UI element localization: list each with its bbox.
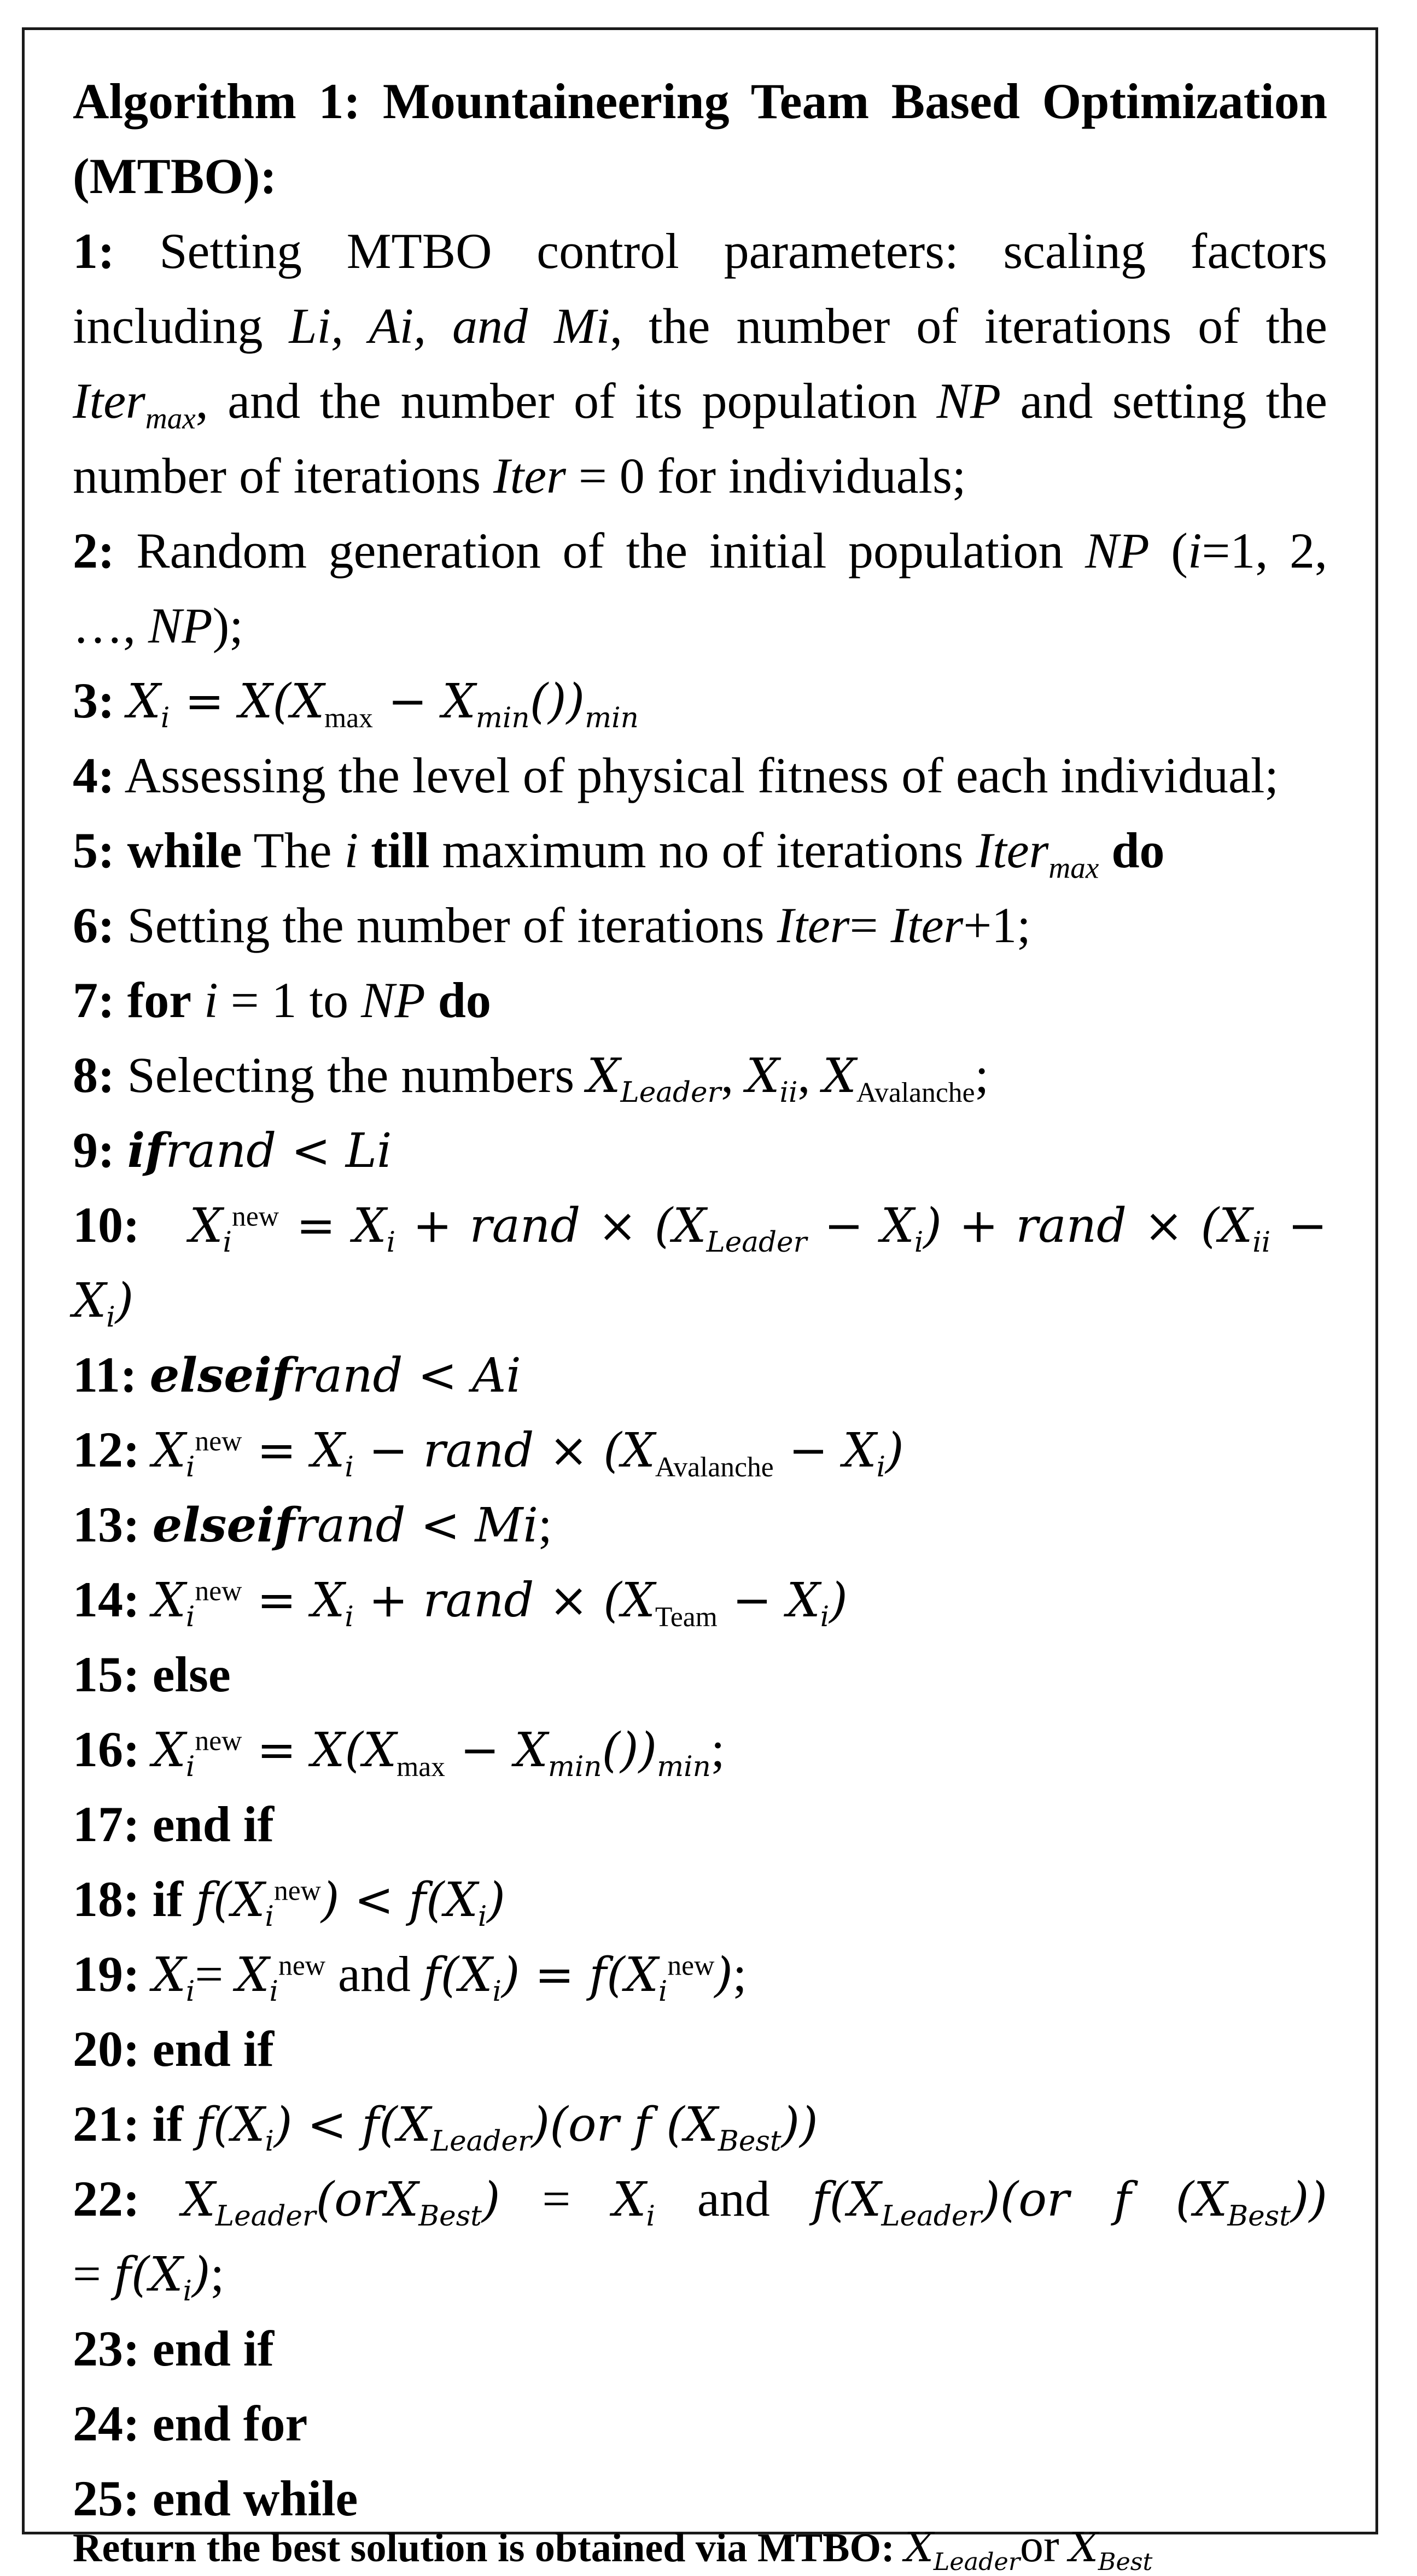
step-24: 24: end for [73,2396,308,2451]
result-line: Return the best solution is obtained via MTBO: $X_{Leader}or$ $X_{Best}$ [73,2519,1153,2576]
step-14: 14: $X_i^{new} = X_i$ + rand × $(X_{Team} - X_i)$ [73,1572,848,1634]
step-1: 1: Setting MTBO control parameters: scaling factors [73,223,1327,279]
step-6: 6: Setting the number of iterations Iter= Iter+1; [73,897,1031,953]
step-12: 12: $X_i^{new} = X_i$ − rand × $(X_{Avalanche} - X_i)$ [73,1422,904,1484]
step-13: 13: elseifrand < Mi; [73,1497,552,1553]
step-3: 3: $X_i = X(X_{max} - X_{min}())_{min}$ [73,673,639,735]
algorithm-title-cont: (MTBO): [73,148,277,204]
step-5: 5: while The i till maximum no of iterations Iter$_{max}$ do [73,822,1165,885]
step-22: 22: $X_{Leader}(orX_{Best}) = X_i$ and $f(X_{Leader})(or$ f $(X_{Best})$) [73,2171,1328,2233]
step-25: 25: end while [73,2470,358,2526]
step-9: 9: ifrand < Li [73,1122,392,1178]
step-17: 17: end if [73,1796,275,1852]
step-4: 4: Assessing the level of physical fitness of each individual; [73,747,1279,803]
step-16: 16: $X_i^{new} = X(X_{max} - X_{min}())_{min}$; [73,1721,725,1784]
step-20: 20: end if [73,2021,275,2077]
step-21: 21: if $f(X_i) < f(X_{Leader})(or$ f $(X_{Best})$) [73,2096,818,2158]
step-11: 11: elseifrand < Ai [73,1347,521,1403]
step-7: 7: for i = 1 to NP do [73,972,491,1028]
step-10: 10: $X_i^{new} = X_i$ + rand × $(X_{Leader} - X_i)$ + rand × ($X_{ii}$ − [73,1197,1327,1259]
step-2: 2: Random generation of the initial population NP (i=1, 2, [73,523,1327,579]
algorithm-box [22,27,1378,2576]
step-15: 15: else [73,1646,231,1702]
step-2-cont: …, NP); [73,598,243,653]
algorithm-title: Algorithm 1: Mountaineering Team Based Optimization [73,73,1327,129]
step-1-cont: number of iterations Iter = 0 for individuals; [73,448,966,504]
step-8: 8: Selecting the numbers $X_{Leader}$, $X_{ii}$, $X_{Avalanche}$; [73,1047,989,1109]
step-10-cont: $X_i$) [73,1274,134,1334]
step-1-cont: Iter$_{max}$, and the number of its population NP and setting the [73,373,1328,435]
step-22-cont: = $f(X_i)$; [73,2246,225,2308]
step-19: 19: $X_i= X_i^{new}$ and $f(X_i) = f(X_i^{new})$; [73,1946,747,2008]
step-18: 18: if $f(X_i^{new}) < f(X_i)$ [73,1871,505,1934]
step-1-cont: including Li, Ai, and Mi, the number of iterations of the [73,298,1327,354]
step-23: 23: end if [73,2321,275,2376]
